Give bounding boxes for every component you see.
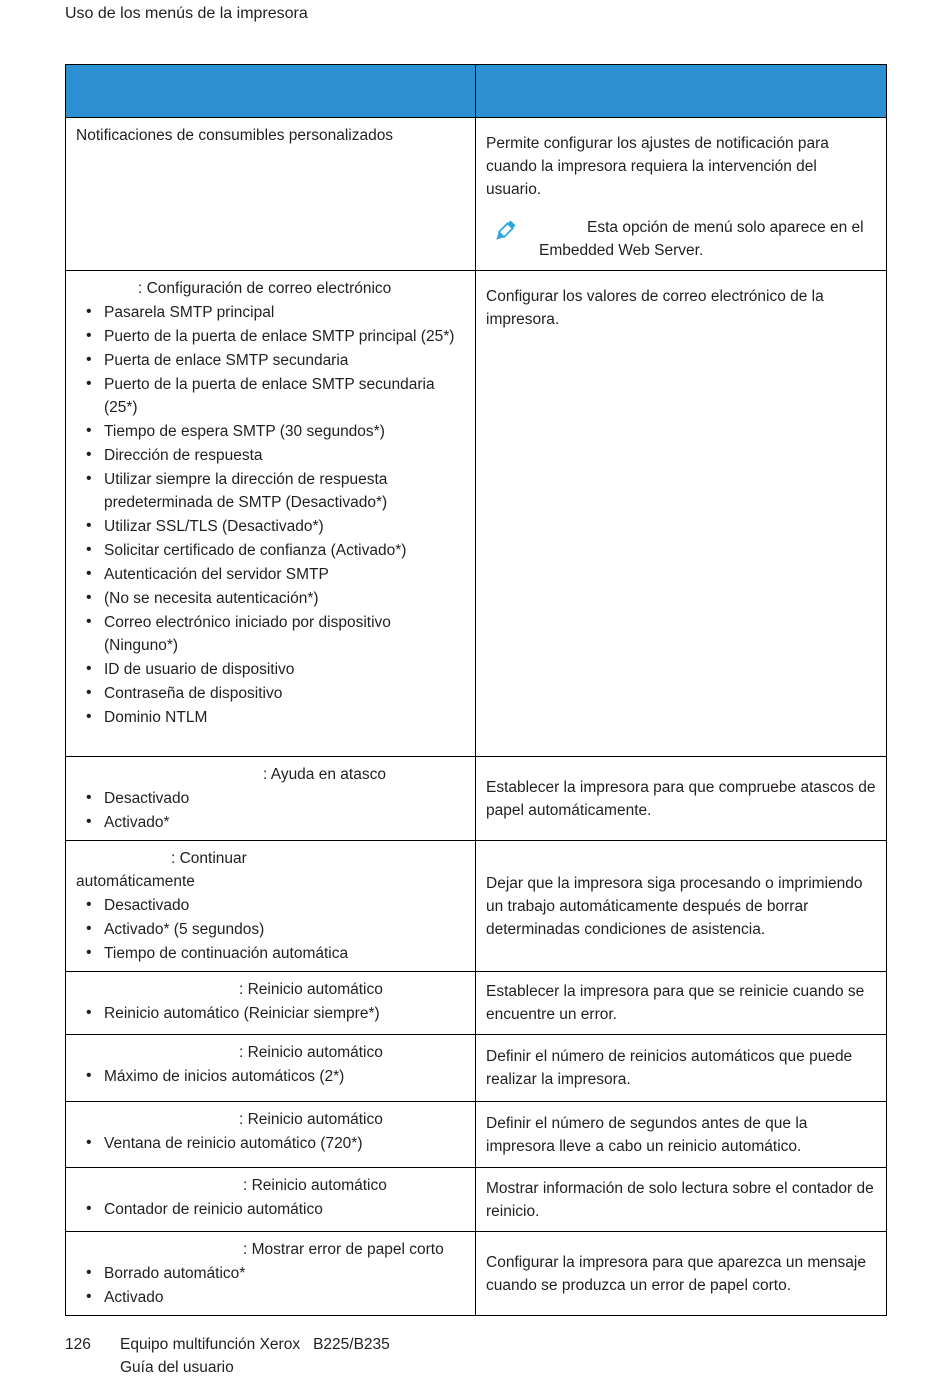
table-header-row [66, 65, 887, 118]
product-name: Equipo multifunción Xerox [120, 1336, 301, 1353]
description-cell [476, 1102, 887, 1168]
menu-value-item: • Contador de reinicio automático [104, 1198, 465, 1221]
menu-path-text: automáticamente [76, 873, 195, 890]
table-header-cell-menu [66, 65, 476, 118]
menu-values-list [76, 1262, 465, 1309]
menu-value-item: • Activado* (5 segundos) [104, 918, 465, 941]
description-cell [476, 841, 887, 972]
menu-value-item: • Activado [104, 1286, 465, 1309]
table-row [66, 757, 887, 841]
menu-value-item: • Correo electrónico iniciado por dispositivo (Ninguno*) [104, 611, 465, 657]
menu-value-item: • Desactivado [104, 894, 465, 917]
menu-option-cell [66, 1168, 476, 1232]
description-cell [476, 1035, 887, 1102]
menu-option-cell [66, 1102, 476, 1168]
menu-values-list [76, 1065, 465, 1088]
table-row [66, 1232, 887, 1316]
description-cell [476, 972, 887, 1035]
menu-value-item: • Tiempo de continuación automática [104, 942, 465, 965]
menu-value-item: • Borrado automático* [104, 1262, 465, 1285]
menu-values-list [76, 1198, 465, 1221]
description-text: Permite configurar los ajustes de notificación para cuando la impresora requiera la intervención del usuario. [486, 135, 829, 198]
footer-text-block [120, 1333, 390, 1379]
menu-option-cell [66, 1035, 476, 1102]
note-text: Esta opción de menú solo aparece en el Embedded Web Server. [539, 219, 864, 259]
menu-path-text: : Reinicio automático [243, 1177, 387, 1194]
menu-path-text: : Continuar [171, 850, 247, 867]
menu-value-item: • Ventana de reinicio automático (720*) [104, 1132, 465, 1155]
menu-value-item: • Reinicio automático (Reiniciar siempre*) [104, 1002, 465, 1025]
menu-value-item: • Puerto de la puerta de enlace SMTP principal (25*) [104, 325, 465, 348]
table-row [66, 271, 887, 757]
menu-value-item: • Desactivado [104, 787, 465, 810]
menu-values-list [76, 894, 465, 965]
table-header-cell-description [476, 65, 887, 118]
menu-path-text: : Mostrar error de papel corto [243, 1241, 444, 1258]
menu-path-text: : Reinicio automático [239, 981, 383, 998]
table-row [66, 1035, 887, 1102]
description-cell [476, 118, 887, 271]
description-text: Definir el número de reinicios automáticos que puede realizar la impresora. [486, 1048, 853, 1088]
doc-title: Guía del usuario [120, 1359, 234, 1376]
menu-value-item: • Utilizar SSL/TLS (Desactivado*) [104, 515, 465, 538]
description-text: Definir el número de segundos antes de que la impresora lleve a cabo un reinicio automático. [486, 1114, 808, 1155]
page-footer [65, 1333, 886, 1379]
description-text: Configurar los valores de correo electrónico de la impresora. [486, 288, 824, 328]
note [486, 216, 876, 262]
page-number: 126 [65, 1336, 91, 1353]
description-cell [476, 757, 887, 841]
menu-values-list [76, 787, 465, 834]
menu-option-cell [66, 757, 476, 841]
footer-line-1 [120, 1333, 390, 1356]
menu-value-item: • Solicitar certificado de confianza (Activado*) [104, 539, 465, 562]
menu-value-item: • Dominio NTLM [104, 706, 465, 729]
table-row [66, 1102, 887, 1168]
description-text: Establecer la impresora para que compruebe atascos de papel automáticamente. [486, 778, 876, 819]
menu-value-item: • Contraseña de dispositivo [104, 682, 465, 705]
menu-value-item: • Autenticación del servidor SMTP [104, 563, 465, 586]
printer-menu-table [65, 64, 887, 1316]
table-row [66, 841, 887, 972]
menu-value-item: • Activado* [104, 811, 465, 834]
table-row [66, 972, 887, 1035]
description-cell [476, 1232, 887, 1316]
menu-path-text: : Reinicio automático [239, 1111, 383, 1128]
description-cell [476, 1168, 887, 1232]
note-pencil-icon [489, 217, 519, 247]
menu-path-text: : Configuración de correo electrónico [138, 280, 392, 297]
menu-value-item: • Máximo de inicios automáticos (2*) [104, 1065, 465, 1088]
description-text: Dejar que la impresora siga procesando o imprimiendo un trabajo automáticamente después de borrar determinadas condiciones de asistencia. [486, 874, 863, 938]
page-title: Uso de los menús de la impresora [65, 5, 308, 22]
menu-value-item: • Tiempo de espera SMTP (30 segundos*) [104, 420, 465, 443]
menu-option-cell [66, 972, 476, 1035]
menu-values-list [76, 301, 465, 729]
menu-value-item: • Pasarela SMTP principal [104, 301, 465, 324]
menu-option-cell [66, 841, 476, 972]
model-number: B225/B235 [313, 1336, 390, 1353]
menu-value-item: • Puerta de enlace SMTP secundaria [104, 349, 465, 372]
menu-value-item: • Dirección de respuesta [104, 444, 465, 467]
menu-option-cell [66, 1232, 476, 1316]
description-text: Establecer la impresora para que se reinicie cuando se encuentre un error. [486, 983, 865, 1023]
menu-path-text: Notificaciones de consumibles personalizados [76, 127, 394, 144]
menu-value-item: • Puerto de la puerta de enlace SMTP secundaria (25*) [104, 373, 465, 419]
menu-value-item: • ID de usuario de dispositivo [104, 658, 465, 681]
menu-value-item: • (No se necesita autenticación*) [104, 587, 465, 610]
menu-option-cell [66, 118, 476, 271]
description-cell [476, 271, 887, 757]
table-row [66, 118, 887, 271]
menu-path-text: : Ayuda en atasco [263, 766, 386, 783]
menu-value-item: • Utilizar siempre la dirección de respuesta predeterminada de SMTP (Desactivado*) [104, 468, 465, 514]
menu-values-list [76, 1132, 465, 1155]
description-text: Mostrar información de solo lectura sobre el contador de reinicio. [486, 1179, 874, 1220]
menu-path-text: : Reinicio automático [239, 1044, 383, 1061]
menu-option-cell [66, 271, 476, 757]
menu-values-list [76, 1002, 465, 1025]
description-text: Configurar la impresora para que aparezca un mensaje cuando se produzca un error de papel corto. [486, 1253, 866, 1294]
table-row [66, 1168, 887, 1232]
